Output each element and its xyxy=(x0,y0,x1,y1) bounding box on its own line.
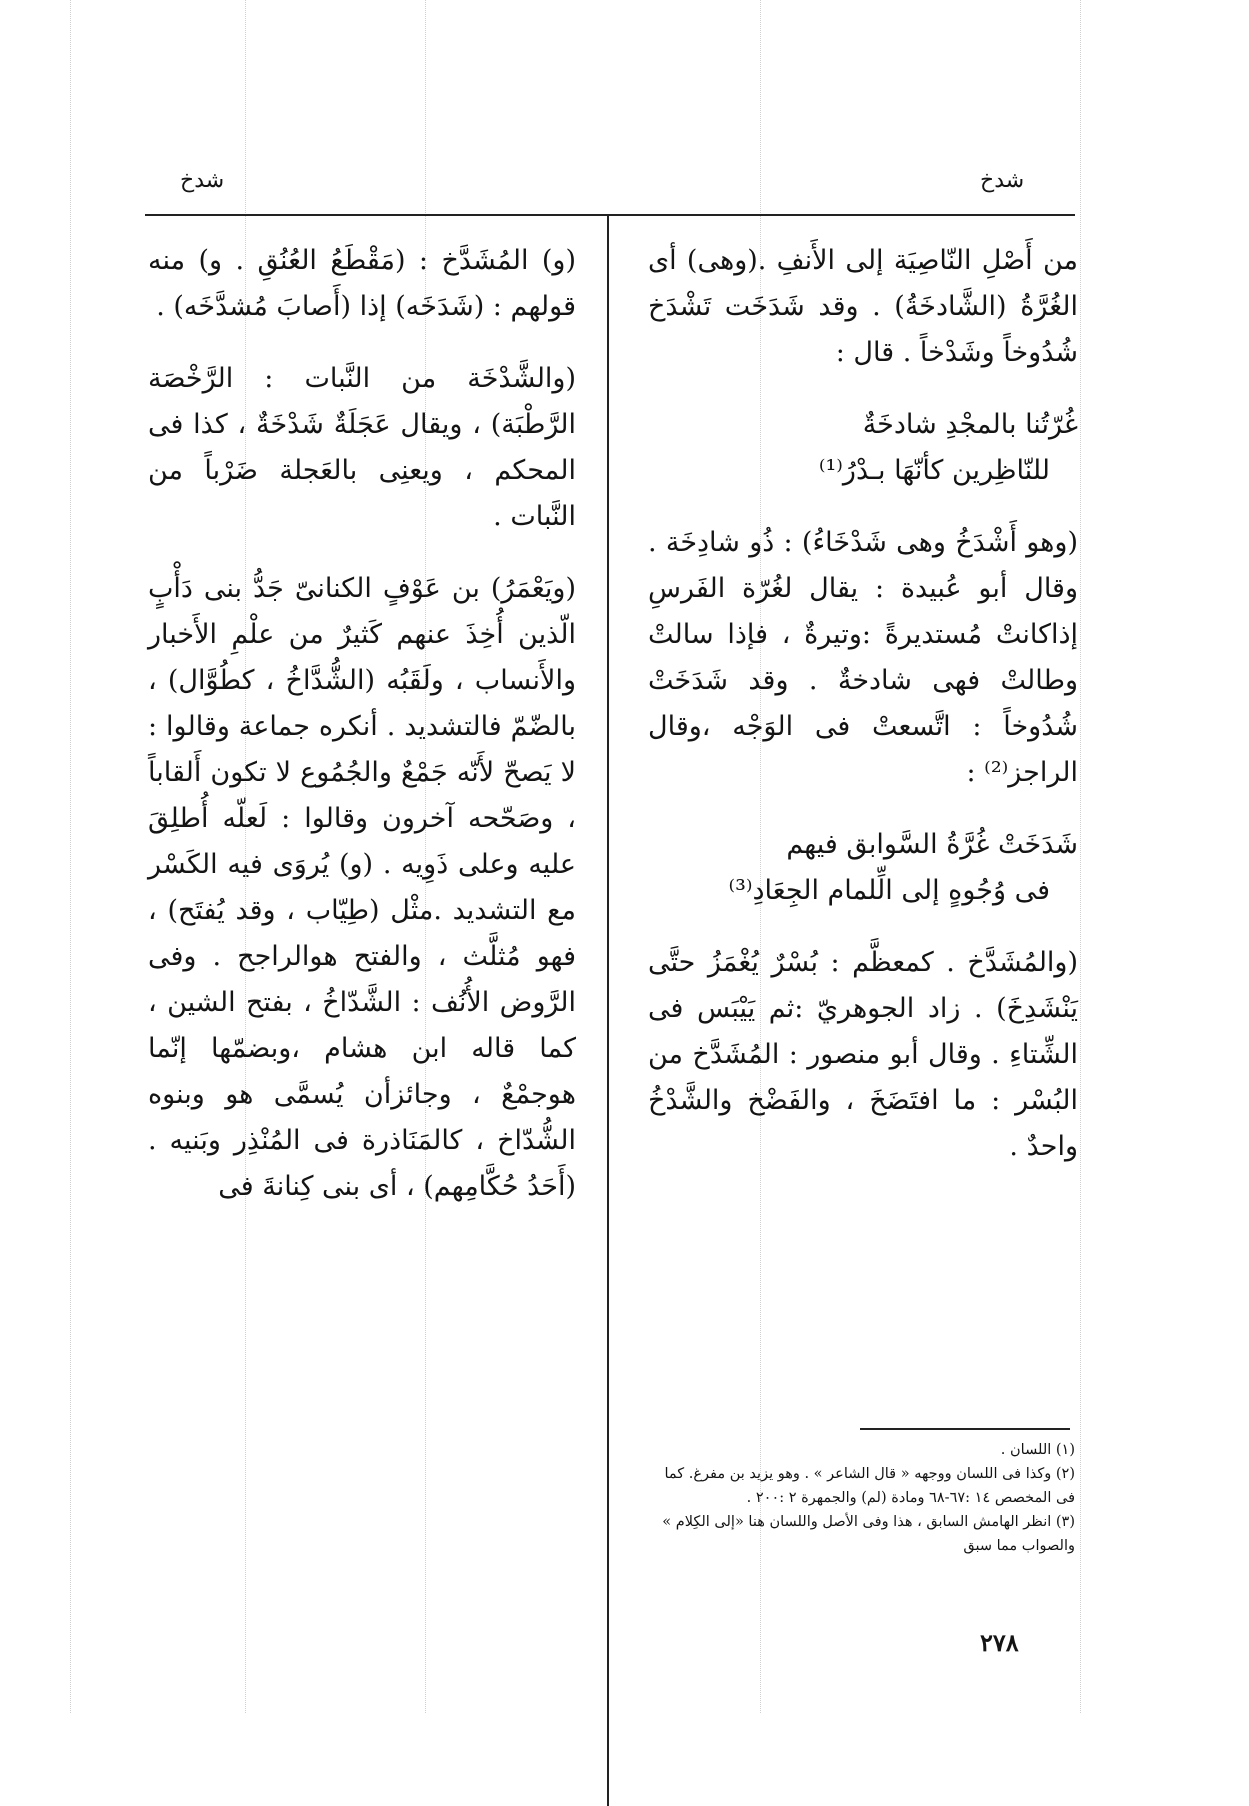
paragraph: (ويَعْمَرُ) بن عَوْفٍ الكنانىّ جَدُّ بنى دَأْبٍ الّذين أُخِذَ عنهم كَثيرٌ من علْمِ الأَخبار والأَنساب ، ولَقَبُه (الشُّدَّاخُ ، كطُوَّال) ، بالضّمّ فالتشديد . أنكره جماعة وقالوا : لا يَصحّ لأَنّه جَمْعٌ والجُمُوع لا تكون أَلقاباً ، وصَحّحه آخرون وقالوا : لَعلّه أُطلِقَ عليه وعلى ذَوِيه . (و) يُروَى فيه الكَسْر مع التشديد .مثْل (طِيّاب ، وقد يُفتَح) ، فهو مُثلَّث ، والفتح هوالراجح . وفى الرَّوض الأُنُف : الشَّدّاخُ ، بفتح الشين ، كما قاله ابن هشام ،وبضمّها إنّما هوجمْعٌ ، وجائزأن يُسمَّى هو وبنوه الشُّدّاخ ، كالمَنَاذرة فى المُنْذِر وبَنيه . (أَحَدُ حُكَّامِهم) ، أى بنى كِنانةَ فى xyxy=(148,573,576,1202)
verse-line: فى وُجُوهٍ إلى الِّلمام الجِعَادِ⁽³⁾ xyxy=(728,875,1050,906)
scan-guide xyxy=(70,0,71,1713)
paragraph: (والشَّدْخَة من النَّبات : الرَّخْصَة الرَّطْبَة) ، ويقال عَجَلَةٌ شَدْخَةٌ ، كذا فى المحكم ، ويعنِى بالعَجلة ضَرْباً من النَّبات . xyxy=(148,363,576,532)
verse xyxy=(648,402,1078,494)
footnote-rule xyxy=(860,1428,1070,1430)
header-rule xyxy=(145,214,1075,216)
verse-line: غُرّتُنا بالمجْدِ شادخَةٌ xyxy=(862,409,1078,440)
left-column xyxy=(148,238,576,1236)
right-column xyxy=(648,238,1078,1196)
running-header-right: شدخ xyxy=(980,168,1025,193)
running-header-left: شدخ xyxy=(180,168,225,193)
paragraph: (و) المُشَدَّخ : (مَقْطَعُ العُنُقِ . و) منه قولهم : (شَدَخَه) إذا (أَصابَ مُشدَّخَه) . xyxy=(148,245,576,322)
footnote: (١) اللسان . xyxy=(1000,1442,1075,1458)
footnote: (٢) وكذا فى اللسان ووجهه « قال الشاعر » . وهو يزيد بن مفرغ. كما فى المخصص ١٤ :٦٧-٦٨ ومادة (لم) والجمهرة ٢ :٢٠٠ . xyxy=(664,1466,1075,1506)
verse-line: للنّاظِرين كأنّهَا بـدْرُ⁽¹⁾ xyxy=(818,455,1050,486)
page-number: ٢٧٨ xyxy=(980,1628,1019,1657)
verse xyxy=(648,822,1078,914)
column-divider xyxy=(607,216,609,1806)
paragraph: من أَصْلِ النّاصِيَة إلى الأَنفِ .(وهى) أى الغُرَّةُ (الشَّادخَةُ) . وقد شَدَخَت تَشْدَخ شُدُوخاً وشَدْخاً . قال : xyxy=(648,245,1078,368)
footnote: (٣) انظر الهامش السابق ، هذا وفى الأصل واللسان هنا «إلى الكِلام » والصواب مما سبق xyxy=(662,1514,1075,1554)
footnotes xyxy=(650,1438,1075,1558)
paragraph: (والمُشَدَّخ . كمعظَّم : بُسْرٌ يُغْمَزُ حتَّى يَنْشَدِخَ) . زاد الجوهريّ :ثم يَيْبَس فى الشِّتاءِ . وقال أبو منصور : المُشَدَّخ من البُسْر : ما افتَضَخَ ، والفَضْخ والشَّدْخُ واحدٌ . xyxy=(648,947,1078,1162)
verse-line: شَدَخَتْ غُرَّةُ السَّوابق فيهم xyxy=(786,829,1078,860)
paragraph: (وهو أَشْدَخُ وهى شَدْخَاءُ) : ذُو شادِخَة . وقال أبو عُبيدة : يقال لغُرّة الفَرسِ إذاكانتْ مُستديرةً :وتيرةٌ ، فإذا سالتْ وطالتْ فهى شادخةٌ . وقد شَدَخَتْ شُدُوخاً : اتَّسعتْ فى الوَجْه ،وقال الراجز⁽²⁾ : xyxy=(648,527,1078,788)
scan-guide xyxy=(1080,0,1081,1713)
